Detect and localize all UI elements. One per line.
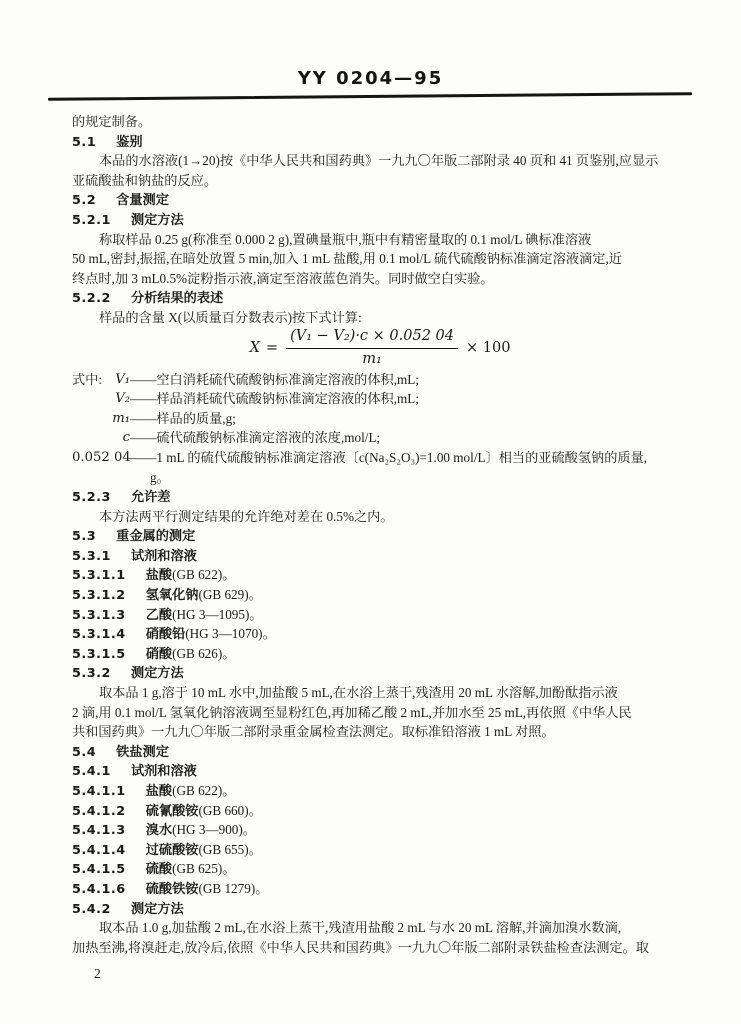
clause-number: 5.1	[72, 134, 97, 150]
definition-intro	[72, 428, 112, 448]
clause-number: 5.3.1.5	[72, 646, 126, 662]
clause-reference: (GB 622)。	[172, 783, 236, 798]
clause-reference: (GB 629)。	[198, 587, 262, 603]
paragraph-line: 共和国药典》一九九〇年版二部附录重金属检查法测定。取标准铅溶液 1 mL 对照。	[72, 724, 555, 740]
clause-reference: (HG 3—1095)。	[172, 606, 263, 622]
clause-number: 5.2.3	[72, 490, 111, 506]
clause-number: 5.4.1.5	[72, 862, 126, 878]
definition-intro	[72, 389, 112, 409]
clause-title: 硫酸	[145, 861, 173, 877]
clause-title: 分析结果的表述	[130, 290, 224, 306]
clause-title: 测定方法	[130, 900, 184, 916]
section-heading	[72, 801, 688, 821]
formula-equals: =	[265, 339, 279, 356]
clause-title: 氢氧化钠	[145, 587, 199, 603]
content	[72, 112, 688, 957]
clause-title: 重金属的测定	[116, 528, 196, 544]
clause-title: 硝酸	[145, 645, 173, 661]
clause-title: 允许差	[130, 489, 171, 505]
clause-title: 含量测定	[116, 192, 169, 208]
paragraph-line: 加热至沸,将溴赶走,放冷后,依照《中华人民共和国药典》一九九〇年版二部附录铁盐检查法测定。取	[72, 939, 649, 955]
paragraph-line: 终点时,加 3 mL0.5%淀粉指示液,滴定至溶液蓝色消失。同时做空白实验。	[72, 270, 494, 286]
clause-reference: (HG 3—900)。	[172, 822, 256, 838]
definition-term: 0.052 04	[72, 449, 131, 465]
clause-reference: (GB 622)。	[172, 567, 236, 583]
clause-number: 5.4.1.6	[72, 881, 126, 897]
section-heading	[72, 859, 688, 879]
clause-number: 5.4.1.3	[72, 823, 126, 839]
section-heading	[72, 132, 688, 152]
clause-title: 测定方法	[130, 211, 184, 227]
definition-dash: ——	[130, 391, 157, 407]
definition-term: m₁	[112, 410, 130, 426]
formula-lhs: X	[249, 339, 260, 356]
paragraph-line: 取本品 1 g,溶于 10 mL 水中,加盐酸 5 mL,在水浴上蒸干,残渣用 20 mL 水溶解,加酚酞指示液	[99, 685, 618, 701]
section-heading	[72, 190, 688, 210]
paragraph-line: g。	[150, 469, 170, 485]
definition-row	[72, 370, 688, 390]
section-heading	[72, 644, 688, 664]
section-heading	[72, 820, 688, 840]
section-heading	[72, 288, 688, 308]
definition-dash: ——	[130, 430, 157, 446]
clause-number: 5.2.1	[72, 212, 111, 228]
clause-number: 5.4.1.4	[72, 842, 126, 858]
clause-title: 鉴别	[116, 133, 143, 149]
standard-number: YY 0204—95	[297, 68, 444, 89]
paragraph-line: 50 mL,密封,振摇,在暗处放置 5 min,加入 1 mL 盐酸,用 0.1 mol/L 硫代硫酸钠标准滴定溶液滴定,近	[72, 251, 622, 267]
section-heading	[72, 761, 688, 781]
definition-description: 硫代硫酸钠标准滴定溶液的浓度,mol/L;	[156, 430, 381, 446]
clause-number: 5.3.1	[72, 548, 111, 564]
paragraph-line: 亚硫酸盐和钠盐的反应。	[72, 172, 218, 188]
section-heading	[72, 624, 688, 644]
definition-row	[72, 448, 688, 468]
formula-denominator: m₁	[362, 351, 382, 368]
formula-numerator: (V₁ − V₂)·c × 0.052 04	[286, 327, 458, 349]
clause-number: 5.4.2	[72, 901, 111, 917]
definition-description: 样品消耗硫代硫酸钠标准滴定溶液的体积,mL;	[156, 391, 420, 407]
page-number: 2	[94, 966, 101, 981]
definition-dash: ——	[130, 371, 157, 387]
clause-number: 5.4.1.2	[72, 803, 126, 819]
definition-description: 空白消耗硫代硫酸钠标准滴定溶液的体积,mL;	[156, 371, 420, 387]
definition-row	[72, 409, 688, 429]
paragraph-line: 本方法两平行测定结果的允许绝对差在 0.5%之内。	[99, 508, 394, 524]
paragraph-line: 取本品 1.0 g,加盐酸 2 mL,在水浴上蒸干,残渣用盐酸 2 mL 与水 20 mL 溶解,并滴加溴水数滴,	[99, 920, 622, 936]
definition-intro: 式中:	[72, 371, 103, 387]
paragraph-line: 样品的含量 X(以质量百分数表示)按下式计算:	[99, 309, 362, 325]
section-heading	[72, 840, 688, 860]
formula-fraction	[286, 327, 458, 369]
clause-reference: (GB 625)。	[172, 861, 236, 877]
section-heading	[72, 742, 688, 762]
definition-dash: ——	[130, 449, 157, 465]
definition-description: 1 mL 的硫代硫酸钠标准滴定溶液〔c(Na₂S₂O₃)=1.00 mol/L〕相当的亚硫酸氢钠的质量,	[156, 449, 648, 465]
section-heading	[72, 546, 688, 566]
clause-number: 5.4.1	[72, 764, 111, 780]
definition-description: 样品的质量,g;	[156, 410, 236, 426]
paragraph-line: 称取样品 0.25 g(称准至 0.000 2 g),置碘量瓶中,瓶中有精密量取的 0.1 mol/L 碘标准溶液	[99, 231, 592, 247]
clause-title: 试剂和溶液	[130, 763, 197, 779]
clause-number: 5.3	[72, 529, 97, 545]
section-heading	[72, 585, 688, 605]
section-heading	[72, 487, 688, 507]
clause-number: 5.3.2	[72, 666, 111, 682]
clause-title: 硫氰酸铵	[145, 802, 199, 818]
clause-number: 5.4.1.1	[72, 784, 126, 799]
definition-row	[72, 428, 688, 448]
section-heading	[72, 565, 688, 585]
section-heading	[72, 605, 688, 625]
clause-number: 5.3.1.3	[72, 607, 126, 623]
clause-number: 5.3.1.2	[72, 588, 126, 604]
clause-reference: (GB 660)。	[198, 802, 262, 818]
definition-row	[72, 389, 688, 409]
definition-term: V₁	[115, 371, 130, 387]
section-heading	[72, 879, 688, 899]
clause-title: 硫酸铁铵	[145, 880, 199, 896]
clause-title: 盐酸	[145, 567, 173, 583]
clause-number: 5.3.1.4	[72, 627, 126, 643]
formula-multiplier: × 100	[465, 339, 511, 356]
clause-number: 5.4	[72, 744, 97, 760]
clause-reference: (GB 626)。	[172, 645, 236, 661]
paragraph-line: 的规定制备。	[72, 114, 152, 129]
clause-title: 铁盐测定	[116, 743, 169, 759]
clause-title: 乙酸	[145, 606, 173, 622]
definition-dash: ——	[130, 410, 157, 426]
clause-title: 试剂和溶液	[130, 547, 197, 563]
paragraph-line: 本品的水溶液(1→20)按《中华人民共和国药典》一九九〇年版二部附录 40 页和 41 页鉴别,应显示	[99, 153, 659, 169]
section-heading	[72, 781, 688, 801]
clause-reference: (GB 1279)。	[198, 880, 269, 896]
paragraph-line: 2 滴,用 0.1 mol/L 氢氧化钠溶液调至显粉红色,再加稀乙酸 2 mL,并加水至 25 mL,再依照《中华人民	[72, 704, 632, 720]
clause-title: 盐酸	[145, 783, 173, 798]
definition-term: c	[122, 430, 130, 446]
section-heading	[72, 899, 688, 919]
section-heading	[72, 526, 688, 546]
clause-title: 溴水	[145, 822, 173, 838]
header-rule	[48, 92, 692, 100]
clause-number: 5.2.2	[72, 291, 111, 307]
section-heading	[72, 210, 688, 230]
clause-title: 硝酸铅	[145, 626, 186, 642]
clause-title: 测定方法	[130, 665, 184, 681]
section-heading	[72, 663, 688, 683]
clause-number: 5.2	[72, 193, 97, 209]
definition-term: V₂	[115, 391, 130, 407]
clause-number: 5.3.1.1	[72, 568, 126, 584]
definition-intro	[72, 409, 112, 429]
clause-title: 过硫酸铵	[145, 841, 199, 857]
clause-reference: (HG 3—1070)。	[185, 626, 276, 642]
clause-reference: (GB 655)。	[198, 841, 262, 857]
formula	[72, 328, 688, 370]
